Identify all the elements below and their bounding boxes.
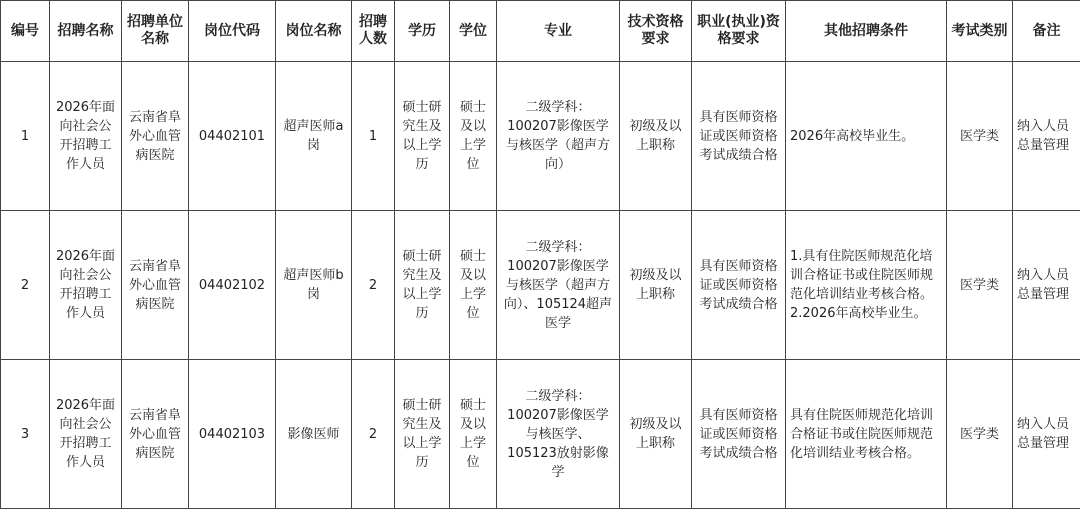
cell-exam: 医学类	[947, 360, 1013, 509]
cell-education: 硕士研究生及以上学历	[395, 62, 450, 211]
cell-code: 04402103	[189, 360, 276, 509]
cell-other: 具有住院医师规范化培训合格证书或住院医师规范化培训结业考核合格。	[786, 360, 947, 509]
cell-unit: 云南省阜外心血管病医院	[122, 360, 189, 509]
cell-exam: 医学类	[947, 211, 1013, 360]
header-post: 岗位名称	[276, 1, 352, 62]
header-degree: 学位	[450, 1, 497, 62]
cell-major: 二级学科：100207影像医学与核医学（超声方向）、105124超声医学	[497, 211, 620, 360]
cell-code: 04402102	[189, 211, 276, 360]
cell-license-req: 具有医师资格证或医师资格考试成绩合格	[692, 62, 786, 211]
cell-unit: 云南省阜外心血管病医院	[122, 211, 189, 360]
cell-exam: 医学类	[947, 62, 1013, 211]
cell-tech-req: 初级及以上职称	[620, 360, 692, 509]
cell-code: 04402101	[189, 62, 276, 211]
cell-remark: 纳入人员总量管理	[1013, 211, 1080, 360]
cell-recruit-name: 2026年面向社会公开招聘工作人员	[50, 62, 122, 211]
cell-remark: 纳入人员总量管理	[1013, 62, 1080, 211]
cell-count: 2	[352, 360, 395, 509]
cell-other: 1.具有住院医师规范化培训合格证书或住院医师规范化培训结业考核合格。 2.2026年高校毕业生。	[786, 211, 947, 360]
cell-count: 2	[352, 211, 395, 360]
cell-tech-req: 初级及以上职称	[620, 211, 692, 360]
cell-count: 1	[352, 62, 395, 211]
header-major: 专业	[497, 1, 620, 62]
cell-other: 2026年高校毕业生。	[786, 62, 947, 211]
cell-tech-req: 初级及以上职称	[620, 62, 692, 211]
table-row	[1, 62, 1080, 211]
header-no: 编号	[1, 1, 50, 62]
cell-post: 影像医师	[276, 360, 352, 509]
header-unit: 招聘单位名称	[122, 1, 189, 62]
cell-remark: 纳入人员总量管理	[1013, 360, 1080, 509]
cell-recruit-name: 2026年面向社会公开招聘工作人员	[50, 211, 122, 360]
cell-license-req: 具有医师资格证或医师资格考试成绩合格	[692, 211, 786, 360]
header-code: 岗位代码	[189, 1, 276, 62]
cell-license-req: 具有医师资格证或医师资格考试成绩合格	[692, 360, 786, 509]
cell-degree: 硕士及以上学位	[450, 62, 497, 211]
header-recruit-name: 招聘名称	[50, 1, 122, 62]
header-other: 其他招聘条件	[786, 1, 947, 62]
cell-post: 超声医师a岗	[276, 62, 352, 211]
cell-degree: 硕士及以上学位	[450, 360, 497, 509]
cell-education: 硕士研究生及以上学历	[395, 360, 450, 509]
header-exam: 考试类别	[947, 1, 1013, 62]
cell-major: 二级学科：100207影像医学与核医学（超声方向）	[497, 62, 620, 211]
header-remark: 备注	[1013, 1, 1080, 62]
header-tech-req: 技术资格要求	[620, 1, 692, 62]
table-row	[1, 211, 1080, 360]
cell-degree: 硕士及以上学位	[450, 211, 497, 360]
cell-no: 3	[1, 360, 50, 509]
cell-no: 2	[1, 211, 50, 360]
table-row	[1, 360, 1080, 509]
cell-no: 1	[1, 62, 50, 211]
header-row	[1, 1, 1080, 62]
cell-major: 二级学科：100207影像医学与核医学、105123放射影像学	[497, 360, 620, 509]
cell-education: 硕士研究生及以上学历	[395, 211, 450, 360]
header-education: 学历	[395, 1, 450, 62]
cell-unit: 云南省阜外心血管病医院	[122, 62, 189, 211]
cell-recruit-name: 2026年面向社会公开招聘工作人员	[50, 360, 122, 509]
header-count: 招聘人数	[352, 1, 395, 62]
cell-post: 超声医师b岗	[276, 211, 352, 360]
header-license-req: 职业(执业)资格要求	[692, 1, 786, 62]
